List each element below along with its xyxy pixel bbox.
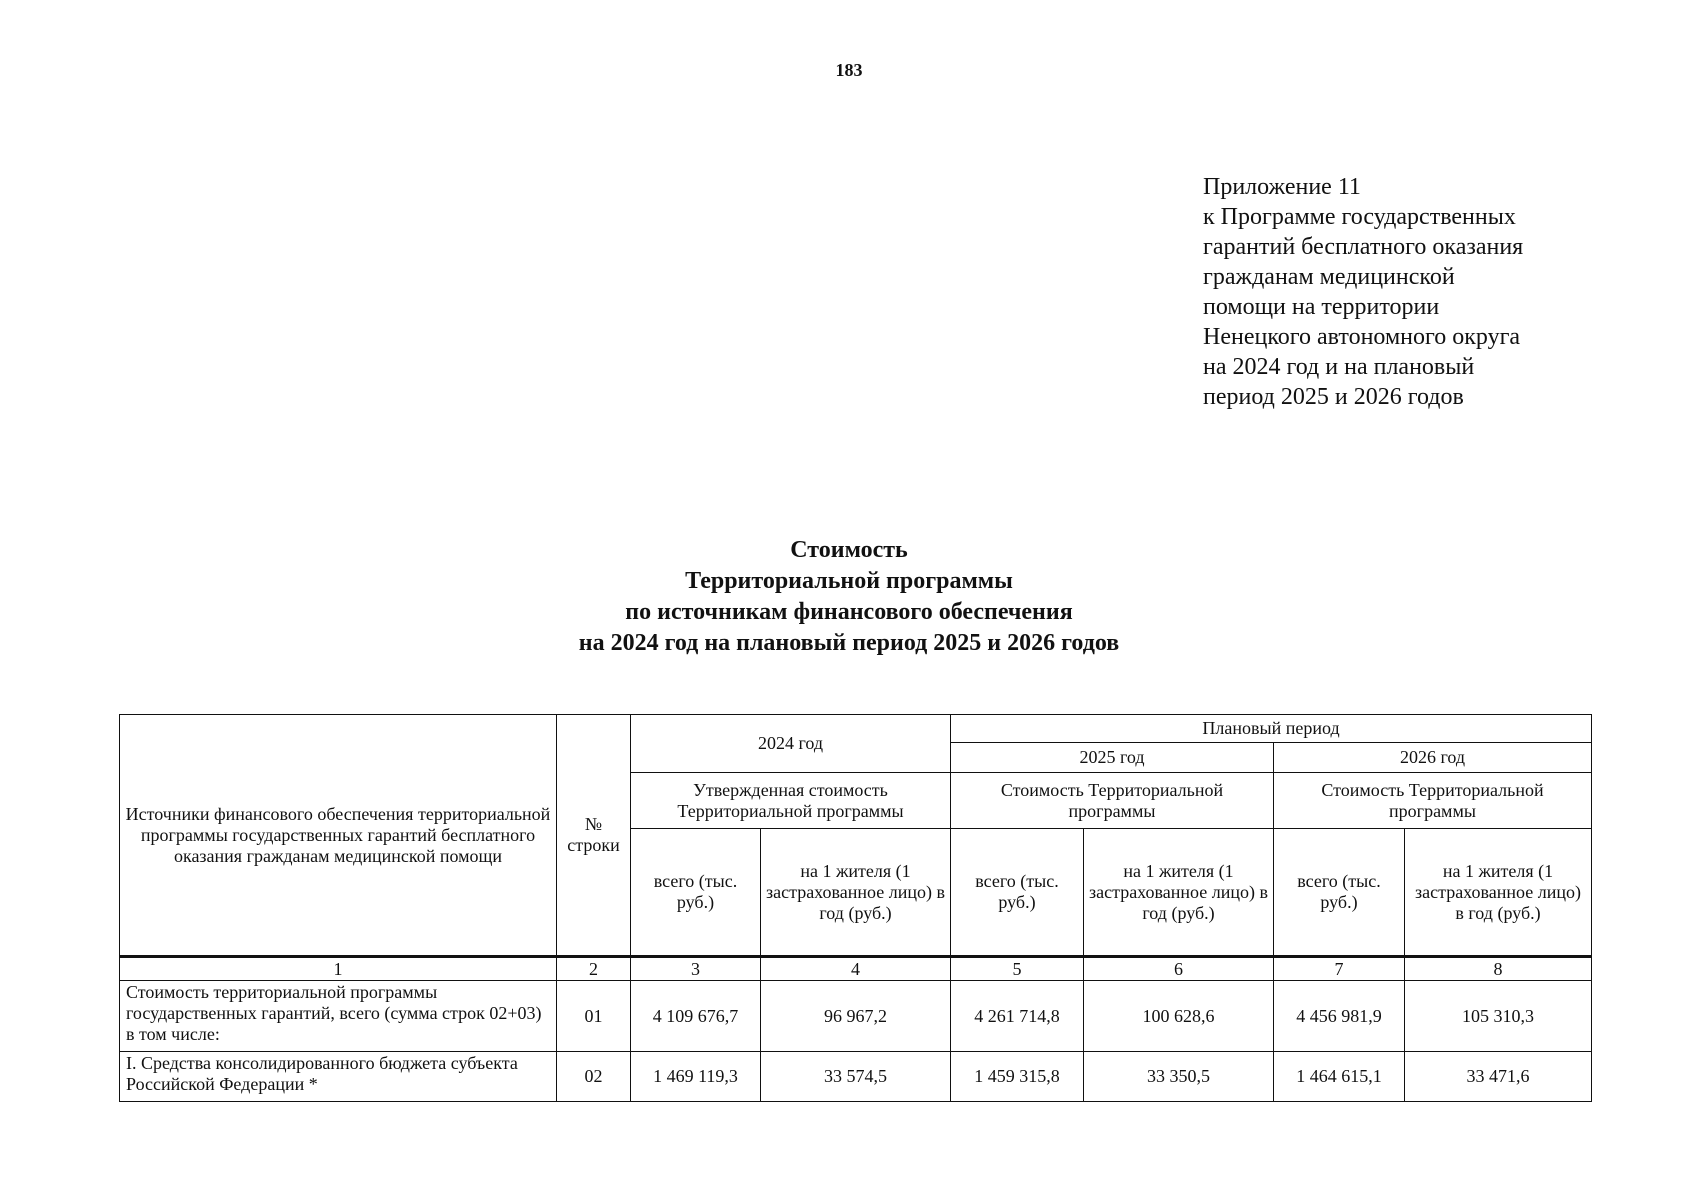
cell-per-capita-2026: 33 471,6 — [1405, 1052, 1592, 1102]
column-number: 2 — [557, 957, 631, 981]
header-year-2026: 2026 год — [1274, 743, 1592, 773]
appendix-line: гражданам медицинской — [1203, 264, 1455, 290]
header-total-2025: всего (тыс. руб.) — [951, 829, 1084, 957]
header-approved-cost: Утвержденная стоимость Территориальной программы — [631, 773, 951, 829]
header-sources: Источники финансового обеспечения территориальной программы государственных гарантий бесплатного оказания гражданам медицинской помощи — [120, 715, 557, 957]
header-program-cost-2026: Стоимость Территориальной программы — [1274, 773, 1592, 829]
header-year-2024: 2024 год — [631, 715, 951, 773]
column-number: 3 — [631, 957, 761, 981]
header-total-2024: всего (тыс. руб.) — [631, 829, 761, 957]
title-line: Территориальной программы — [685, 568, 1013, 594]
appendix-line: период 2025 и 2026 годов — [1203, 384, 1464, 410]
cell-per-capita-2026: 105 310,3 — [1405, 981, 1592, 1052]
row-code: 01 — [557, 981, 631, 1052]
header-total-2026: всего (тыс. руб.) — [1274, 829, 1405, 957]
appendix-line: к Программе государственных — [1203, 204, 1516, 230]
title-line: Стоимость — [790, 537, 908, 563]
cell-per-capita-2025: 100 628,6 — [1084, 981, 1274, 1052]
page-number: 183 — [835, 60, 863, 80]
cell-total-2026: 4 456 981,9 — [1274, 981, 1405, 1052]
appendix-line: гарантий бесплатного оказания — [1203, 234, 1524, 260]
title-line: по источникам финансового обеспечения — [625, 599, 1073, 625]
header-year-2025: 2025 год — [951, 743, 1274, 773]
cell-total-2024: 4 109 676,7 — [631, 981, 761, 1052]
title-line: на 2024 год на плановый период 2025 и 2026 годов — [578, 630, 1120, 656]
column-number: 6 — [1084, 957, 1274, 981]
cell-total-2025: 4 261 714,8 — [951, 981, 1084, 1052]
finance-table — [119, 714, 1592, 1102]
column-number: 4 — [761, 957, 951, 981]
header-per-capita-2024: на 1 жителя (1 застрахованное лицо) в год (руб.) — [761, 829, 951, 957]
header-row-number: № строки — [557, 715, 631, 957]
header-per-capita-2025: на 1 жителя (1 застрахованное лицо) в год (руб.) — [1084, 829, 1274, 957]
header-planned-period: Плановый период — [951, 715, 1592, 743]
appendix-line: помощи на территории — [1203, 294, 1440, 320]
appendix-note — [1203, 172, 1603, 412]
header-per-capita-2026: на 1 жителя (1 застрахованное лицо) в год (руб.) — [1405, 829, 1592, 957]
appendix-line: Приложение 11 — [1203, 174, 1361, 200]
cell-per-capita-2024: 96 967,2 — [761, 981, 951, 1052]
column-number: 5 — [951, 957, 1084, 981]
header-program-cost-2025: Стоимость Территориальной программы — [951, 773, 1274, 829]
cell-per-capita-2025: 33 350,5 — [1084, 1052, 1274, 1102]
row-label: I. Средства консолидированного бюджета субъекта Российской Федерации * — [120, 1052, 557, 1102]
column-number: 1 — [120, 957, 557, 981]
table-row — [120, 981, 1592, 1052]
finance-table-container — [119, 714, 1592, 1102]
cell-per-capita-2024: 33 574,5 — [761, 1052, 951, 1102]
cell-total-2026: 1 464 615,1 — [1274, 1052, 1405, 1102]
column-number: 7 — [1274, 957, 1405, 981]
cell-total-2024: 1 469 119,3 — [631, 1052, 761, 1102]
cell-total-2025: 1 459 315,8 — [951, 1052, 1084, 1102]
table-row — [120, 1052, 1592, 1102]
column-number: 8 — [1405, 957, 1592, 981]
document-title — [0, 535, 1698, 659]
appendix-line: на 2024 год и на плановый — [1203, 354, 1475, 380]
row-label: Стоимость территориальной программы государственных гарантий, всего (сумма строк 02+03) в том числе: — [120, 981, 557, 1052]
appendix-line: Ненецкого автономного округа — [1203, 324, 1521, 350]
row-code: 02 — [557, 1052, 631, 1102]
